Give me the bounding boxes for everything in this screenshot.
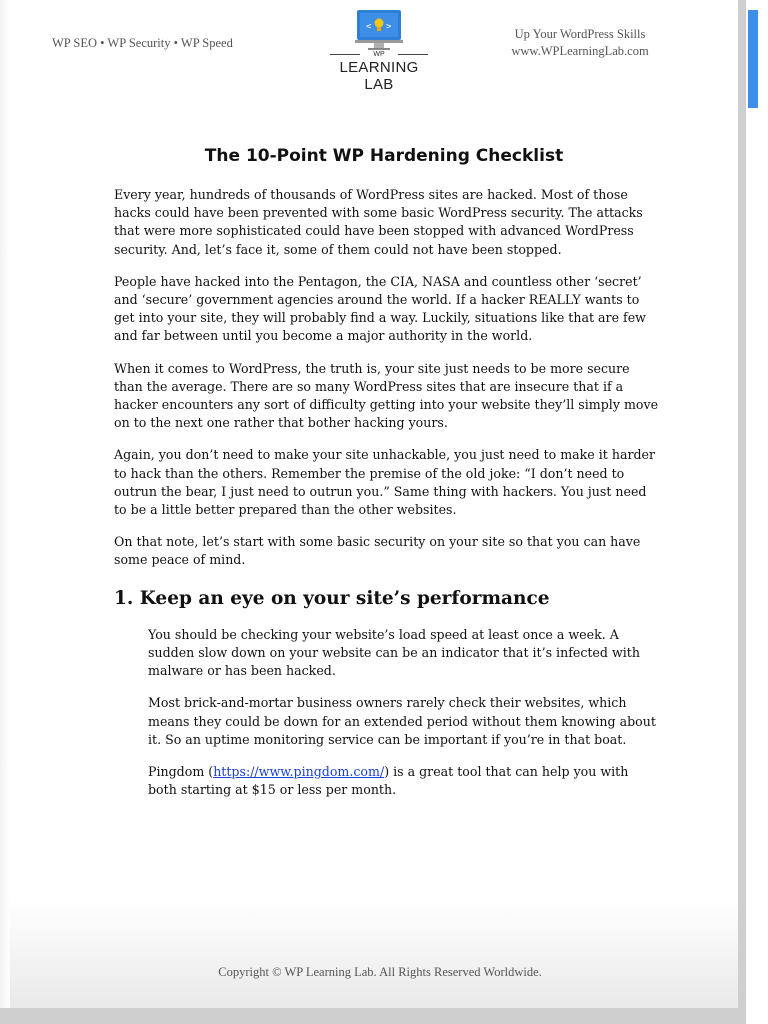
intro-paragraph-4: Again, you don’t need to make your site unhackable, you just need to make it harder to hack than the others. Remember the premise of the old joke: “I don’t need to outrun the bear, I just need to outrun you.” Same thing with hackers. You just need to be a little better prepared than the other websites. — [114, 447, 656, 518]
header-promo-line1: Up Your WordPress Skills — [514, 27, 646, 41]
pingdom-prefix: Pingdom ( — [148, 764, 214, 780]
svg-text:<: < — [366, 22, 372, 32]
intro-paragraph-5: On that note, let’s start with some basic security on your site so that you can have some peace of mind. — [114, 534, 641, 568]
svg-text:>: > — [386, 22, 392, 32]
footer-fade — [10, 900, 738, 1008]
pingdom-suffix: ) is a great tool that can help you with both starting at $15 or less per month. — [148, 764, 629, 798]
monitor-lightbulb-icon — [328, 8, 430, 56]
header-tagline: WP SEO • WP Security • WP Speed — [52, 36, 233, 50]
page-bottom-bar — [0, 1008, 746, 1024]
document-body — [114, 186, 659, 813]
footer-copyright: Copyright © WP Learning Lab. All Rights Reserved Worldwide. — [218, 965, 542, 979]
document-title: The 10-Point WP Hardening Checklist — [204, 146, 564, 166]
logo-text: LEARNING LAB — [339, 59, 419, 93]
section-1-paragraph-1: You should be checking your website’s load speed at least once a week. A sudden slow down on your website can be an indicator that it’s infected with malware or has been hacked. — [148, 626, 640, 679]
intro-paragraph-1: Every year, hundreds of thousands of WordPress sites are hacked. Most of those hacks could have been prevented with some basic WordPress security. The attacks that were more sophisticated could have been stopped with advanced WordPress security. And, let’s face it, some of them could not have been stopped. — [114, 187, 643, 257]
wp-learning-lab-logo — [328, 8, 430, 93]
section-1-paragraph-2: Most brick-and-mortar business owners rarely check their websites, which means they could be down for an extended period without them knowing about it. So an uptime monitoring service can be important if you’re in that boat. — [148, 695, 656, 747]
section-1-body — [114, 626, 658, 800]
section-1-paragraph-3 — [148, 763, 658, 799]
header-promo — [480, 26, 680, 60]
section-1-heading: 1. Keep an eye on your site’s performance — [114, 587, 550, 609]
pingdom-link[interactable]: https://www.pingdom.com/ — [213, 764, 385, 780]
intro-paragraph-3: When it comes to WordPress, the truth is, your site just needs to be more secure than the average. There are so many WordPress sites that are insecure that if a hacker encounters any sort of difficulty getting into your website they’ll simply move on to the next one rather that bother hacking yours. — [114, 360, 659, 431]
intro-paragraph-2: People have hacked into the Pentagon, the CIA, NASA and countless other ‘secret’ and ‘secure’ government agencies around the world. If a hacker REALLY wants to get into your site, they will probably find a way. Luckily, situations like that are few and far between until you become a major authority in the world. — [114, 273, 646, 344]
logo-small-text: WP — [373, 51, 385, 58]
scrollbar-thumb[interactable] — [748, 10, 758, 108]
header-promo-url: www.WPLearningLab.com — [511, 44, 649, 58]
